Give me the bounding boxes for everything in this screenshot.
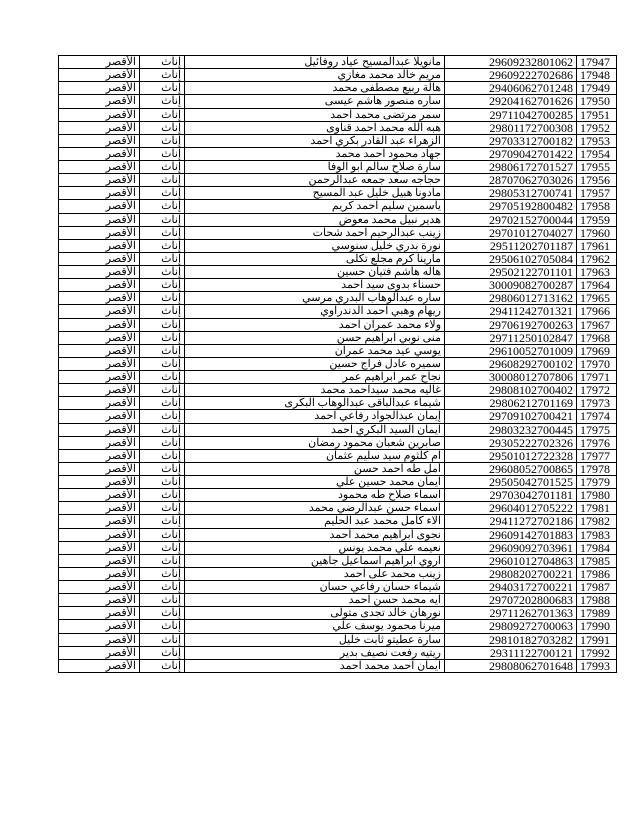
national-id-cell: 29809272700063 bbox=[445, 620, 577, 633]
national-id-cell: 29502122701101 bbox=[445, 266, 577, 279]
governorate-cell: الأقصر bbox=[59, 318, 140, 331]
serial-number-cell: 17959 bbox=[577, 213, 617, 226]
table-row bbox=[59, 581, 617, 594]
table-row bbox=[59, 305, 617, 318]
gender-cell: إناث bbox=[140, 620, 185, 633]
gender-cell: إناث bbox=[140, 121, 185, 134]
national-id-cell: 29305222702326 bbox=[445, 436, 577, 449]
governorate-cell: الأقصر bbox=[59, 82, 140, 95]
national-id-cell: 29609222702686 bbox=[445, 69, 577, 82]
serial-number-cell: 17958 bbox=[577, 200, 617, 213]
national-id-cell: 29808102700402 bbox=[445, 384, 577, 397]
governorate-cell: الأقصر bbox=[59, 384, 140, 397]
full-name-cell: نورة بدري خليل سنوسي bbox=[185, 239, 445, 252]
gender-cell: إناث bbox=[140, 108, 185, 121]
full-name-cell: ساره منصور هاشم عيسى bbox=[185, 95, 445, 108]
national-id-cell: 29711042700285 bbox=[445, 108, 577, 121]
table-row bbox=[59, 226, 617, 239]
gender-cell: إناث bbox=[140, 489, 185, 502]
gender-cell: إناث bbox=[140, 279, 185, 292]
table-row bbox=[59, 357, 617, 370]
full-name-cell: هدير نبيل محمد معوض bbox=[185, 213, 445, 226]
serial-number-cell: 17980 bbox=[577, 489, 617, 502]
serial-number-cell: 17964 bbox=[577, 279, 617, 292]
governorate-cell: الأقصر bbox=[59, 357, 140, 370]
table-row bbox=[59, 633, 617, 646]
table-row bbox=[59, 252, 617, 265]
gender-cell: إناث bbox=[140, 357, 185, 370]
national-id-cell: 29609142701883 bbox=[445, 528, 577, 541]
gender-cell: إناث bbox=[140, 213, 185, 226]
full-name-cell: ام كلثوم سيد سليم عثمان bbox=[185, 449, 445, 462]
governorate-cell: الأقصر bbox=[59, 147, 140, 160]
national-id-cell: 29411272702186 bbox=[445, 515, 577, 528]
full-name-cell: الزهراء عبد القادر بكري احمد bbox=[185, 134, 445, 147]
governorate-cell: الأقصر bbox=[59, 95, 140, 108]
full-name-cell: زينب محمد على احمد bbox=[185, 567, 445, 580]
gender-cell: إناث bbox=[140, 344, 185, 357]
table-row bbox=[59, 161, 617, 174]
table-row bbox=[59, 541, 617, 554]
table-row bbox=[59, 502, 617, 515]
gender-cell: إناث bbox=[140, 292, 185, 305]
table-row bbox=[59, 69, 617, 82]
full-name-cell: سارة عطيتو ثابت خليل bbox=[185, 633, 445, 646]
national-id-cell: 29411242701321 bbox=[445, 305, 577, 318]
full-name-cell: مادونا هبيل خليل عبد المسيح bbox=[185, 187, 445, 200]
national-id-cell: 29406062701248 bbox=[445, 82, 577, 95]
serial-number-cell: 17978 bbox=[577, 462, 617, 475]
serial-number-cell: 17962 bbox=[577, 252, 617, 265]
serial-number-cell: 17990 bbox=[577, 620, 617, 633]
full-name-cell: ايه محمد حسن احمد bbox=[185, 594, 445, 607]
table-row bbox=[59, 620, 617, 633]
full-name-cell: شيماء حسان رفاعي حسان bbox=[185, 581, 445, 594]
table-row bbox=[59, 567, 617, 580]
full-name-cell: الاء كامل محمد عبد الحليم bbox=[185, 515, 445, 528]
national-id-cell: 29601012704863 bbox=[445, 554, 577, 567]
gender-cell: إناث bbox=[140, 397, 185, 410]
national-id-cell: 29806012713162 bbox=[445, 292, 577, 305]
governorate-cell: الأقصر bbox=[59, 121, 140, 134]
table-row bbox=[59, 121, 617, 134]
records-table bbox=[58, 55, 617, 673]
table-row bbox=[59, 95, 617, 108]
serial-number-cell: 17986 bbox=[577, 567, 617, 580]
governorate-cell: الأقصر bbox=[59, 213, 140, 226]
full-name-cell: اسماء صلاح طه محمود bbox=[185, 489, 445, 502]
full-name-cell: هبه الله محمد احمد قناوى bbox=[185, 121, 445, 134]
national-id-cell: 28707062703026 bbox=[445, 174, 577, 187]
national-id-cell: 29311122700121 bbox=[445, 646, 577, 659]
serial-number-cell: 17974 bbox=[577, 410, 617, 423]
full-name-cell: ساره عبدالوهاب البدري مرسي bbox=[185, 292, 445, 305]
governorate-cell: الأقصر bbox=[59, 56, 140, 69]
national-id-cell: 29609232801062 bbox=[445, 56, 577, 69]
serial-number-cell: 17966 bbox=[577, 305, 617, 318]
table-row bbox=[59, 436, 617, 449]
gender-cell: إناث bbox=[140, 449, 185, 462]
serial-number-cell: 17977 bbox=[577, 449, 617, 462]
table-row bbox=[59, 174, 617, 187]
national-id-cell: 29604012705222 bbox=[445, 502, 577, 515]
governorate-cell: الأقصر bbox=[59, 134, 140, 147]
full-name-cell: حسناء بدوى سيد احمد bbox=[185, 279, 445, 292]
gender-cell: إناث bbox=[140, 239, 185, 252]
national-id-cell: 29806212701169 bbox=[445, 397, 577, 410]
governorate-cell: الأقصر bbox=[59, 633, 140, 646]
table-row bbox=[59, 423, 617, 436]
governorate-cell: الأقصر bbox=[59, 266, 140, 279]
governorate-cell: الأقصر bbox=[59, 581, 140, 594]
full-name-cell: غاليه محمد سيداحمد محمد bbox=[185, 384, 445, 397]
gender-cell: إناث bbox=[140, 56, 185, 69]
national-id-cell: 29703312700182 bbox=[445, 134, 577, 147]
governorate-cell: الأقصر bbox=[59, 489, 140, 502]
gender-cell: إناث bbox=[140, 305, 185, 318]
national-id-cell: 29805312700741 bbox=[445, 187, 577, 200]
gender-cell: إناث bbox=[140, 646, 185, 659]
national-id-cell: 29506102705084 bbox=[445, 252, 577, 265]
table-row bbox=[59, 410, 617, 423]
national-id-cell: 29707202800683 bbox=[445, 594, 577, 607]
records-table-body bbox=[59, 56, 617, 673]
table-row bbox=[59, 476, 617, 489]
gender-cell: إناث bbox=[140, 266, 185, 279]
full-name-cell: زينب عبدالرحيم احمد شحات bbox=[185, 226, 445, 239]
table-row bbox=[59, 449, 617, 462]
gender-cell: إناث bbox=[140, 633, 185, 646]
serial-number-cell: 17961 bbox=[577, 239, 617, 252]
full-name-cell: صابرين شعبان محمود رمضان bbox=[185, 436, 445, 449]
national-id-cell: 29803232700445 bbox=[445, 423, 577, 436]
full-name-cell: اسماء حسن عبدالرضي محمد bbox=[185, 502, 445, 515]
national-id-cell: 29808062701648 bbox=[445, 659, 577, 672]
serial-number-cell: 17963 bbox=[577, 266, 617, 279]
national-id-cell: 29608052700865 bbox=[445, 462, 577, 475]
national-id-cell: 29703042701181 bbox=[445, 489, 577, 502]
gender-cell: إناث bbox=[140, 423, 185, 436]
full-name-cell: ميرنا محمود يوسف علي bbox=[185, 620, 445, 633]
serial-number-cell: 17991 bbox=[577, 633, 617, 646]
full-name-cell: إيمان عبدالجواد رفاعي احمد bbox=[185, 410, 445, 423]
national-id-cell: 29801172700308 bbox=[445, 121, 577, 134]
full-name-cell: هالة ربيع مصطفى محمد bbox=[185, 82, 445, 95]
serial-number-cell: 17993 bbox=[577, 659, 617, 672]
table-row bbox=[59, 147, 617, 160]
table-row bbox=[59, 200, 617, 213]
table-row bbox=[59, 594, 617, 607]
governorate-cell: الأقصر bbox=[59, 292, 140, 305]
serial-number-cell: 17953 bbox=[577, 134, 617, 147]
table-row bbox=[59, 239, 617, 252]
national-id-cell: 29702152700044 bbox=[445, 213, 577, 226]
governorate-cell: الأقصر bbox=[59, 620, 140, 633]
national-id-cell: 29609092703961 bbox=[445, 541, 577, 554]
national-id-cell: 29711262701363 bbox=[445, 607, 577, 620]
full-name-cell: جهاد محمود احمد محمد bbox=[185, 147, 445, 160]
governorate-cell: الأقصر bbox=[59, 528, 140, 541]
table-row bbox=[59, 462, 617, 475]
table-row bbox=[59, 187, 617, 200]
table-row bbox=[59, 279, 617, 292]
governorate-cell: الأقصر bbox=[59, 305, 140, 318]
governorate-cell: الأقصر bbox=[59, 541, 140, 554]
gender-cell: إناث bbox=[140, 161, 185, 174]
national-id-cell: 30009082700287 bbox=[445, 279, 577, 292]
serial-number-cell: 17948 bbox=[577, 69, 617, 82]
governorate-cell: الأقصر bbox=[59, 554, 140, 567]
serial-number-cell: 17979 bbox=[577, 476, 617, 489]
table-row bbox=[59, 515, 617, 528]
gender-cell: إناث bbox=[140, 659, 185, 672]
full-name-cell: مانويلا عبدالمسيح عياد روفائيل bbox=[185, 56, 445, 69]
national-id-cell: 29701012704027 bbox=[445, 226, 577, 239]
governorate-cell: الأقصر bbox=[59, 594, 140, 607]
table-row bbox=[59, 266, 617, 279]
governorate-cell: الأقصر bbox=[59, 239, 140, 252]
serial-number-cell: 17960 bbox=[577, 226, 617, 239]
gender-cell: إناث bbox=[140, 581, 185, 594]
full-name-cell: ريتيه رفعت نصيف بدير bbox=[185, 646, 445, 659]
governorate-cell: الأقصر bbox=[59, 423, 140, 436]
table-row bbox=[59, 331, 617, 344]
table-row bbox=[59, 371, 617, 384]
governorate-cell: الأقصر bbox=[59, 515, 140, 528]
serial-number-cell: 17956 bbox=[577, 174, 617, 187]
table-row bbox=[59, 397, 617, 410]
full-name-cell: نعيمه علي محمد يونس bbox=[185, 541, 445, 554]
national-id-cell: 29608292700102 bbox=[445, 357, 577, 370]
gender-cell: إناث bbox=[140, 82, 185, 95]
gender-cell: إناث bbox=[140, 200, 185, 213]
table-row bbox=[59, 134, 617, 147]
gender-cell: إناث bbox=[140, 226, 185, 239]
serial-number-cell: 17984 bbox=[577, 541, 617, 554]
table-row bbox=[59, 108, 617, 121]
gender-cell: إناث bbox=[140, 410, 185, 423]
serial-number-cell: 17965 bbox=[577, 292, 617, 305]
governorate-cell: الأقصر bbox=[59, 161, 140, 174]
serial-number-cell: 17976 bbox=[577, 436, 617, 449]
governorate-cell: الأقصر bbox=[59, 607, 140, 620]
serial-number-cell: 17985 bbox=[577, 554, 617, 567]
governorate-cell: الأقصر bbox=[59, 462, 140, 475]
national-id-cell: 29505042701525 bbox=[445, 476, 577, 489]
serial-number-cell: 17992 bbox=[577, 646, 617, 659]
gender-cell: إناث bbox=[140, 567, 185, 580]
table-row bbox=[59, 344, 617, 357]
table-row bbox=[59, 528, 617, 541]
full-name-cell: نجاح عمر ابراهيم عمر bbox=[185, 371, 445, 384]
national-id-cell: 29808202700221 bbox=[445, 567, 577, 580]
full-name-cell: ايمان احمد محمد احمد bbox=[185, 659, 445, 672]
gender-cell: إناث bbox=[140, 69, 185, 82]
governorate-cell: الأقصر bbox=[59, 410, 140, 423]
national-id-cell: 29709042701422 bbox=[445, 147, 577, 160]
gender-cell: إناث bbox=[140, 515, 185, 528]
serial-number-cell: 17951 bbox=[577, 108, 617, 121]
governorate-cell: الأقصر bbox=[59, 226, 140, 239]
governorate-cell: الأقصر bbox=[59, 397, 140, 410]
serial-number-cell: 17983 bbox=[577, 528, 617, 541]
gender-cell: إناث bbox=[140, 371, 185, 384]
gender-cell: إناث bbox=[140, 187, 185, 200]
gender-cell: إناث bbox=[140, 502, 185, 515]
full-name-cell: نجوى ابراهيم محمد احمد bbox=[185, 528, 445, 541]
table-row bbox=[59, 56, 617, 69]
serial-number-cell: 17988 bbox=[577, 594, 617, 607]
table-row bbox=[59, 213, 617, 226]
full-name-cell: هاله هاشم فتيان حسين bbox=[185, 266, 445, 279]
serial-number-cell: 17982 bbox=[577, 515, 617, 528]
national-id-cell: 29810182703282 bbox=[445, 633, 577, 646]
governorate-cell: الأقصر bbox=[59, 174, 140, 187]
gender-cell: إناث bbox=[140, 594, 185, 607]
table-row bbox=[59, 607, 617, 620]
full-name-cell: ايمان محمد حسين علي bbox=[185, 476, 445, 489]
serial-number-cell: 17950 bbox=[577, 95, 617, 108]
governorate-cell: الأقصر bbox=[59, 476, 140, 489]
national-id-cell: 29706192700263 bbox=[445, 318, 577, 331]
full-name-cell: نورهان خالد تجدى متولى bbox=[185, 607, 445, 620]
gender-cell: إناث bbox=[140, 147, 185, 160]
governorate-cell: الأقصر bbox=[59, 371, 140, 384]
serial-number-cell: 17955 bbox=[577, 161, 617, 174]
full-name-cell: اروي ابراهيم اسماعيل جاهين bbox=[185, 554, 445, 567]
table-row bbox=[59, 646, 617, 659]
serial-number-cell: 17987 bbox=[577, 581, 617, 594]
gender-cell: إناث bbox=[140, 134, 185, 147]
serial-number-cell: 17981 bbox=[577, 502, 617, 515]
serial-number-cell: 17967 bbox=[577, 318, 617, 331]
full-name-cell: منى نوبي ابراهيم حسن bbox=[185, 331, 445, 344]
table-row bbox=[59, 659, 617, 672]
national-id-cell: 29511202701187 bbox=[445, 239, 577, 252]
serial-number-cell: 17952 bbox=[577, 121, 617, 134]
governorate-cell: الأقصر bbox=[59, 108, 140, 121]
national-id-cell: 29806172701527 bbox=[445, 161, 577, 174]
serial-number-cell: 17972 bbox=[577, 384, 617, 397]
table-row bbox=[59, 292, 617, 305]
full-name-cell: سارة صلاح سالم ابو الوفا bbox=[185, 161, 445, 174]
governorate-cell: الأقصر bbox=[59, 659, 140, 672]
national-id-cell: 29705192800482 bbox=[445, 200, 577, 213]
national-id-cell: 29403172700221 bbox=[445, 581, 577, 594]
full-name-cell: أمل طه احمد حسن bbox=[185, 462, 445, 475]
full-name-cell: ولاء محمد عمران احمد bbox=[185, 318, 445, 331]
national-id-cell: 29610052701009 bbox=[445, 344, 577, 357]
table-row bbox=[59, 554, 617, 567]
gender-cell: إناث bbox=[140, 436, 185, 449]
national-id-cell: 29204162701626 bbox=[445, 95, 577, 108]
serial-number-cell: 17968 bbox=[577, 331, 617, 344]
governorate-cell: الأقصر bbox=[59, 436, 140, 449]
full-name-cell: سميره عادل فراج حسين bbox=[185, 357, 445, 370]
governorate-cell: الأقصر bbox=[59, 187, 140, 200]
serial-number-cell: 17975 bbox=[577, 423, 617, 436]
governorate-cell: الأقصر bbox=[59, 567, 140, 580]
governorate-cell: الأقصر bbox=[59, 344, 140, 357]
governorate-cell: الأقصر bbox=[59, 331, 140, 344]
gender-cell: إناث bbox=[140, 174, 185, 187]
full-name-cell: مارينا كرم مجلع تكلى bbox=[185, 252, 445, 265]
governorate-cell: الأقصر bbox=[59, 449, 140, 462]
national-id-cell: 29709102700421 bbox=[445, 410, 577, 423]
full-name-cell: ايمان السيد البكري احمد bbox=[185, 423, 445, 436]
table-row bbox=[59, 318, 617, 331]
national-id-cell: 29501012722328 bbox=[445, 449, 577, 462]
national-id-cell: 30008012707806 bbox=[445, 371, 577, 384]
serial-number-cell: 17989 bbox=[577, 607, 617, 620]
serial-number-cell: 17969 bbox=[577, 344, 617, 357]
serial-number-cell: 17970 bbox=[577, 357, 617, 370]
table-row bbox=[59, 384, 617, 397]
governorate-cell: الأقصر bbox=[59, 646, 140, 659]
gender-cell: إناث bbox=[140, 476, 185, 489]
gender-cell: إناث bbox=[140, 95, 185, 108]
gender-cell: إناث bbox=[140, 607, 185, 620]
full-name-cell: يوسي عيد محمد عمران bbox=[185, 344, 445, 357]
gender-cell: إناث bbox=[140, 384, 185, 397]
governorate-cell: الأقصر bbox=[59, 252, 140, 265]
gender-cell: إناث bbox=[140, 554, 185, 567]
gender-cell: إناث bbox=[140, 318, 185, 331]
full-name-cell: مريم خالد محمد مغازي bbox=[185, 69, 445, 82]
full-name-cell: حجاجه سعد جمعه عبدالرحمن bbox=[185, 174, 445, 187]
full-name-cell: سمر مرتضى محمد احمد bbox=[185, 108, 445, 121]
gender-cell: إناث bbox=[140, 331, 185, 344]
gender-cell: إناث bbox=[140, 541, 185, 554]
full-name-cell: شيماء عبدالباقى عبدالوهاب البكرى bbox=[185, 397, 445, 410]
gender-cell: إناث bbox=[140, 528, 185, 541]
serial-number-cell: 17949 bbox=[577, 82, 617, 95]
national-id-cell: 29711250102847 bbox=[445, 331, 577, 344]
serial-number-cell: 17973 bbox=[577, 397, 617, 410]
gender-cell: إناث bbox=[140, 252, 185, 265]
table-row bbox=[59, 82, 617, 95]
full-name-cell: ياسمين سليم احمد كريم bbox=[185, 200, 445, 213]
serial-number-cell: 17957 bbox=[577, 187, 617, 200]
governorate-cell: الأقصر bbox=[59, 200, 140, 213]
governorate-cell: الأقصر bbox=[59, 279, 140, 292]
full-name-cell: ريهام وهبي احمد الدندراوي bbox=[185, 305, 445, 318]
gender-cell: إناث bbox=[140, 462, 185, 475]
table-row bbox=[59, 489, 617, 502]
serial-number-cell: 17947 bbox=[577, 56, 617, 69]
governorate-cell: الأقصر bbox=[59, 502, 140, 515]
governorate-cell: الأقصر bbox=[59, 69, 140, 82]
serial-number-cell: 17954 bbox=[577, 147, 617, 160]
serial-number-cell: 17971 bbox=[577, 371, 617, 384]
